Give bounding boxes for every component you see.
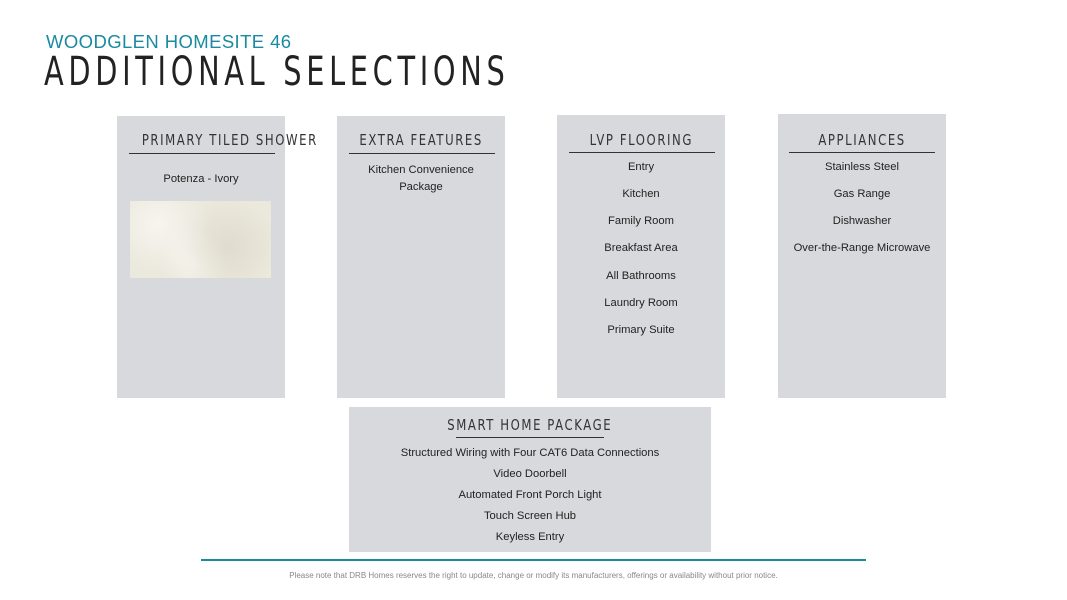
list-item: Video Doorbell — [493, 468, 567, 480]
card-appliances — [778, 114, 946, 398]
card-primary-tiled-shower — [117, 116, 318, 398]
card-divider — [129, 153, 275, 154]
card-extra-features — [337, 116, 505, 398]
card-smart-home-package — [349, 407, 711, 552]
card-lvp-flooring — [557, 115, 725, 398]
card-divider — [349, 153, 495, 154]
list-item: Stainless Steel — [824, 161, 899, 173]
homesite-subtitle: WOODGLEN HOMESITE 46 — [46, 31, 292, 52]
card-title: APPLIANCES — [818, 131, 906, 149]
card-divider — [789, 152, 935, 153]
list-item: Kitchen — [622, 188, 660, 200]
card-title: EXTRA FEATURES — [359, 131, 483, 149]
list-item: Structured Wiring with Four CAT6 Data Connections — [400, 447, 660, 459]
list-item: Laundry Room — [604, 297, 678, 309]
card-divider — [569, 152, 715, 153]
list-item: Entry — [627, 161, 655, 173]
footer-divider — [201, 559, 866, 561]
tile-swatch-image — [130, 201, 271, 278]
list-item: Touch Screen Hub — [483, 510, 577, 522]
list-item: Over-the-Range Microwave — [793, 242, 931, 254]
card-divider — [456, 437, 604, 438]
list-item: Family Room — [608, 215, 674, 227]
card-title: SMART HOME PACKAGE — [447, 416, 613, 434]
card-title: LVP FLOORING — [589, 131, 693, 149]
list-item: Dishwasher — [832, 215, 892, 227]
list-item: Primary Suite — [607, 324, 675, 336]
list-item: Breakfast Area — [604, 242, 678, 254]
list-item: Potenza - Ivory — [163, 173, 239, 185]
list-item: Package — [399, 181, 443, 193]
page-title: ADDITIONAL SELECTIONS — [44, 49, 510, 95]
list-item: Kitchen Convenience — [368, 164, 474, 176]
list-item: Automated Front Porch Light — [458, 489, 602, 501]
list-item: Gas Range — [833, 188, 891, 200]
disclaimer-note: Please note that DRB Homes reserves the right to update, change or modify its manufacturers, offerings or availability without prior notice. — [289, 571, 778, 580]
list-item: Keyless Entry — [495, 531, 565, 543]
list-item: All Bathrooms — [606, 270, 676, 282]
card-title: PRIMARY TILED SHOWER — [141, 131, 318, 149]
